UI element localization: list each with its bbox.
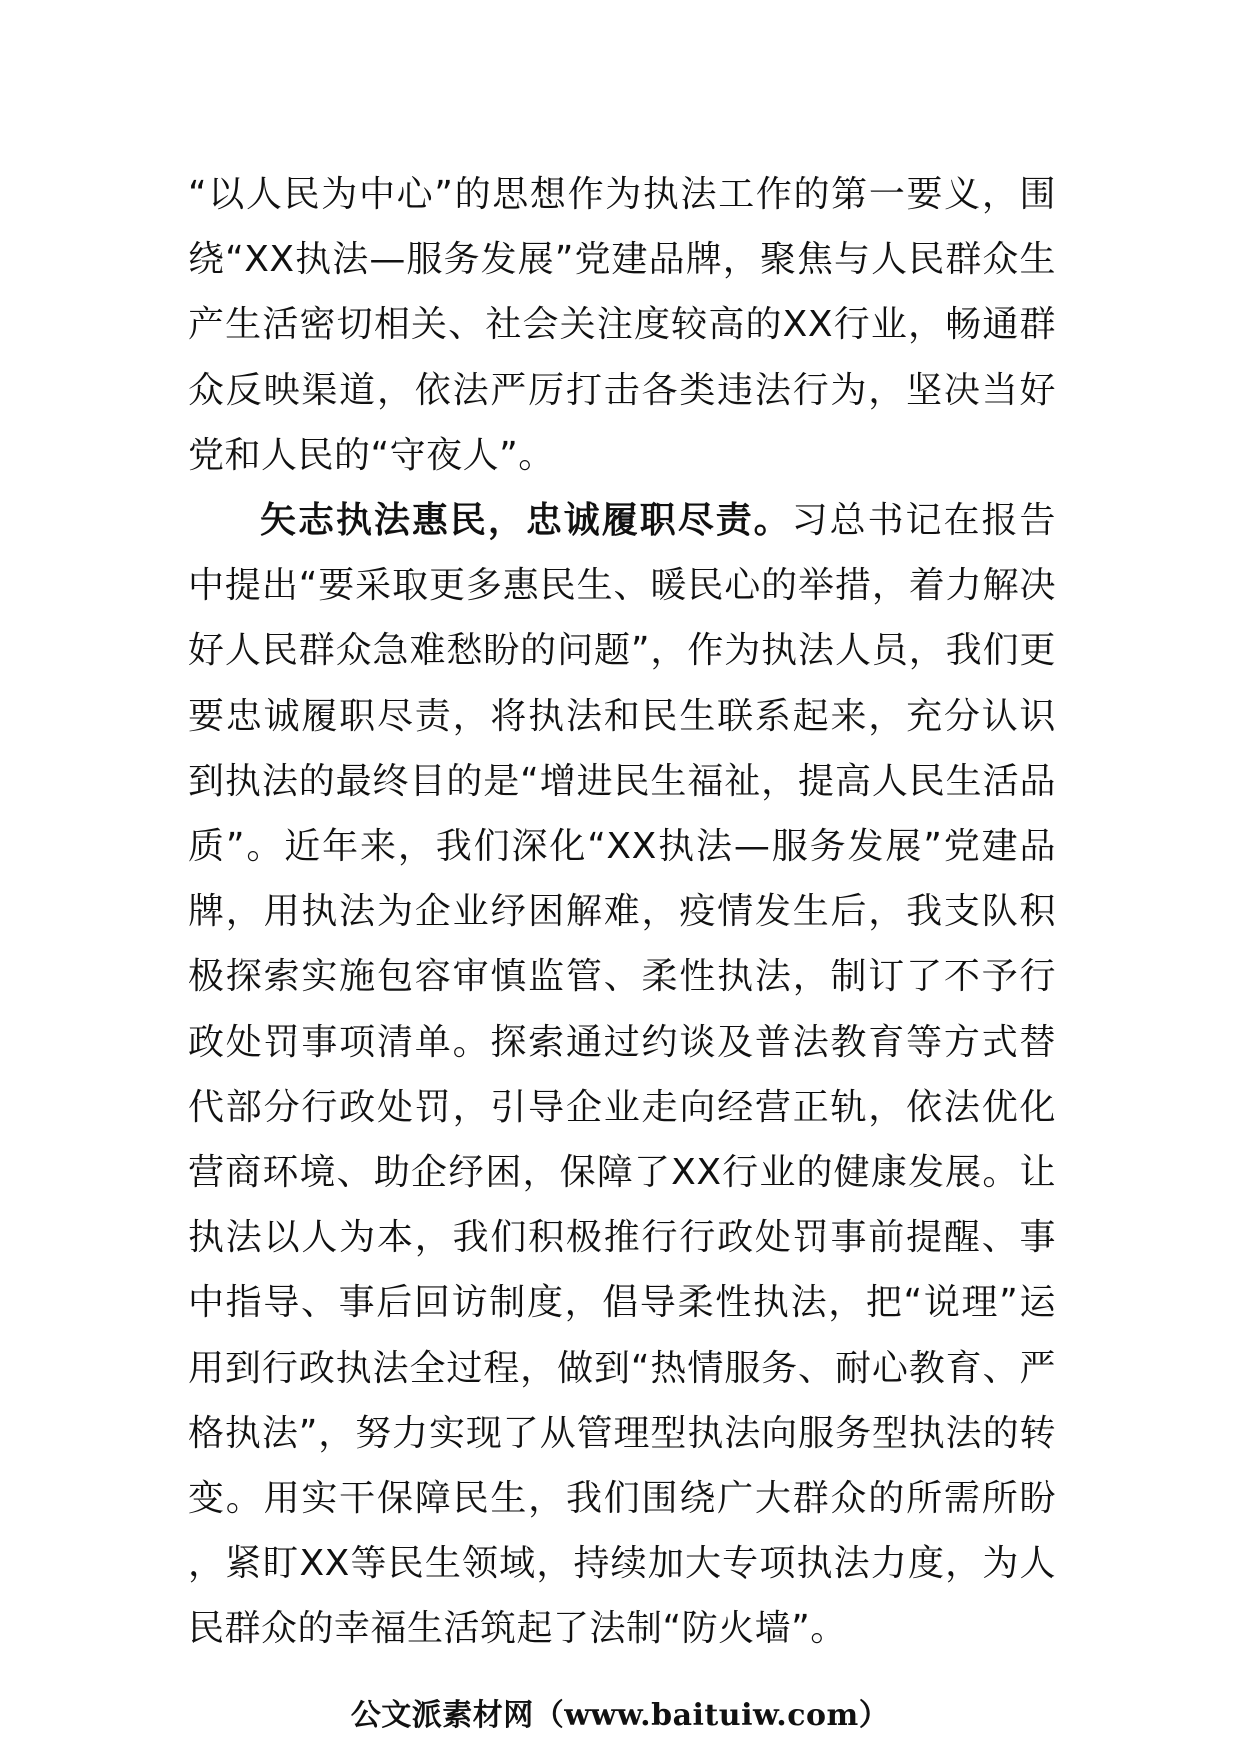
- paragraph-law-enforcement: [188, 488, 1056, 1662]
- footer-watermark: 公文派素材网（www.baituiw.com）: [350, 1698, 890, 1733]
- paragraph-text: 习总书记在报告中提出“要采取更多惠民生、暖民心的举措，着力解决好人民群众急难愁盼的问题”，作为执法人员，我们更要忠诚履职尽责，将执法和民生联系起来，充分认识到执法的最终目的是“增进民生福祉，提高人民生活品质”。近年来，我们深化“XX执法—服务发展”党建品牌，用执法为企业纾困解难，疫情发生后，我支队积极探索实施包容审慎监管、柔性执法，制订了不予行政处罚事项清单。探索通过约谈及普法教育等方式替代部分行政处罚，引导企业走向经营正轨，依法优化营商环境、助企纾困，保障了XX行业的健康发展。让执法以人为本，我们积极推行行政处罚事前提醒、事中指导、事后回访制度，倡导柔性执法，把“说理”运用到行政执法全过程，做到“热情服务、耐心教育、严格执法”，努力实现了从管理型执法向服务型执法的转变。用实干保障民生，我们围绕广大群众的所需所盼，紧盯XX等民生领域，持续加大专项执法力度，为人民群众的幸福生活筑起了法制“防火墙”。: [188, 500, 1056, 1650]
- paragraph-lead-heading: 矢志执法惠民，忠诚履职尽责。: [260, 500, 792, 542]
- document-body: [188, 162, 1056, 1662]
- paragraph-continued: [188, 162, 1056, 488]
- paragraph-text: “以人民为中心”的思想作为执法工作的第一要义，围绕“XX执法—服务发展”党建品牌，聚焦与人民群众生产生活密切相关、社会关注度较高的XX行业，畅通群众反映渠道，依法严厉打击各类违法行为，坚决当好党和人民的“守夜人”。: [188, 174, 1056, 476]
